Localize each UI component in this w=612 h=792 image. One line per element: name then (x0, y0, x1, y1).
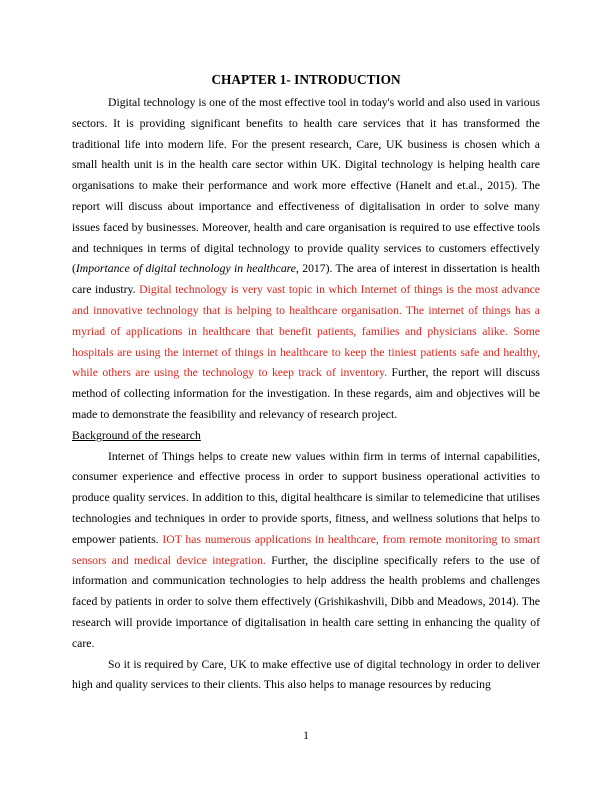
intro-highlighted-text: Digital technology is very vast topic in which Internet of things is the most advance and innovative technology that is helping to healthcare organisation. The internet of things has a myriad of applications in healthcare that benefit patients, families and physicians alike. Some hospitals are using the internet of things in healthcare to keep the tiniest patients safe and healthy, while others are using the technology to keep track of inventory. (72, 283, 540, 380)
intro-citation-italic: Importance of digital technology in healthcare (75, 262, 296, 276)
document-body (72, 93, 540, 696)
page-number: 1 (303, 729, 309, 742)
intro-text-1: Digital technology is one of the most effective tool in today's world and also used in various sectors. It is providing significant benefits to health care services that it has transformed the traditional life into modern life. For the present research, Care, UK business is chosen which a small health unit is in the health care sector within UK. Digital technology is helping health care organisations to make their performance and work more effective (Hanelt and et.al., 2015). The report will discuss about importance and effectiveness of digitalisation in order to solve many issues faced by businesses. Moreover, health and care organisation is required to use effective tools and techniques in terms of digital technology to provide quality services to customers effectively ( (72, 96, 540, 276)
background-paragraph (72, 447, 540, 655)
intro-text-3: Further, the report will discuss method of collecting information for the investigation. In these regards, aim and objectives will be made to demonstrate the feasibility and relevancy of research project. (72, 366, 540, 421)
background-text-1: Internet of Things helps to create new values within firm in terms of internal capabilities, consumer experience and effective process in order to support business operational activities to produce quality services. In addition to this, digital healthcare is similar to telemedicine that utilises technologies and techniques in order to provide sports, fitness, and wellness solutions that helps to empower patients. (72, 449, 540, 546)
section-heading: Background of the research (72, 428, 201, 442)
intro-text-2: , 2017). The area of interest in dissertation is health care industry. (72, 262, 540, 297)
closing-paragraph: So it is required by Care, UK to make effective use of digital technology in order to deliver high and quality services to their clients. This also helps to manage resources by reducing (72, 657, 540, 692)
background-text-2: Further, the discipline specifically refers to the use of information and communication technologies to help address the health problems and challenges faced by patients in order to solve them effectively (Grishikashvili, Dibb and Meadows, 2014). The research will provide importance of digitalisation in health care setting in enhancing the quality of care. (72, 553, 541, 650)
intro-paragraph (72, 93, 540, 426)
background-highlighted-text: IOT has numerous applications in healthcare, from remote monitoring to smart sensors and medical device integration. (72, 532, 540, 567)
chapter-title: CHAPTER 1- INTRODUCTION (211, 72, 401, 87)
